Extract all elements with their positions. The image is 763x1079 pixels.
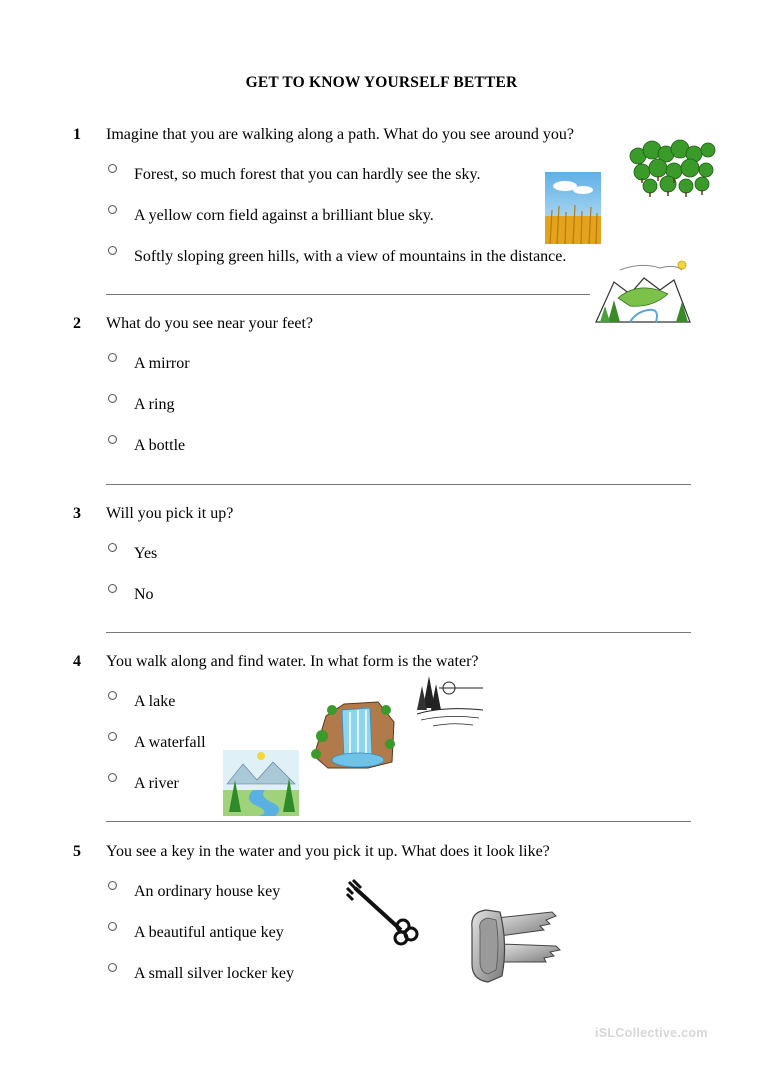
option-river[interactable]: A river [108,775,179,793]
radio-button[interactable] [108,773,117,782]
option-bottle[interactable]: A bottle [108,437,185,455]
river-picture [223,750,299,816]
radio-button[interactable] [108,691,117,700]
radio-button[interactable] [108,164,117,173]
question-4-text: You walk along and find water. In what form is the water? [106,653,479,670]
divider [106,294,590,295]
question-4-number: 4 [73,653,81,670]
radio-button[interactable] [108,435,117,444]
question-3-text: Will you pick it up? [106,505,234,522]
lake-picture [413,670,485,728]
radio-button[interactable] [108,881,117,890]
radio-button[interactable] [108,394,117,403]
option-corn-field[interactable]: A yellow corn field against a brilliant blue sky. [108,207,434,225]
radio-button[interactable] [108,246,117,255]
radio-button[interactable] [108,732,117,741]
radio-button[interactable] [108,922,117,931]
question-1-text: Imagine that you are walking along a path. What do you see around you? [106,126,575,143]
question-1-number: 1 [73,126,81,143]
option-waterfall[interactable]: A waterfall [108,734,206,752]
waterfall-picture [308,696,400,770]
radio-button[interactable] [108,543,117,552]
option-ring[interactable]: A ring [108,396,174,414]
question-2-text: What do you see near your feet? [106,315,314,332]
question-3-number: 3 [73,505,81,522]
radio-button[interactable] [108,205,117,214]
divider [106,484,691,485]
divider [106,632,691,633]
option-antique-key[interactable]: A beautiful antique key [108,924,284,942]
silver-keys-picture [466,904,564,986]
radio-button[interactable] [108,353,117,362]
divider [106,821,691,822]
option-mirror[interactable]: A mirror [108,355,190,373]
option-yes[interactable]: Yes [108,545,157,563]
option-locker-key[interactable]: A small silver locker key [108,965,294,983]
corn-field-picture [545,172,601,244]
option-green-hills[interactable]: Softly sloping green hills, with a view of mountains in the distance. [108,248,566,266]
radio-button[interactable] [108,963,117,972]
hills-picture [590,260,696,324]
option-forest[interactable]: Forest, so much forest that you can hardly see the sky. [108,166,480,184]
page-title: GET TO KNOW YOURSELF BETTER [245,74,518,91]
question-2-number: 2 [73,315,81,332]
radio-button[interactable] [108,584,117,593]
option-no[interactable]: No [108,586,154,604]
question-5-number: 5 [73,843,81,860]
antique-key-picture [343,878,421,948]
option-lake[interactable]: A lake [108,693,175,711]
question-5-text: You see a key in the water and you pick it up. What does it look like? [106,843,550,860]
watermark: iSLCollective.com [595,1026,708,1040]
option-house-key[interactable]: An ordinary house key [108,883,280,901]
forest-picture [628,138,718,200]
